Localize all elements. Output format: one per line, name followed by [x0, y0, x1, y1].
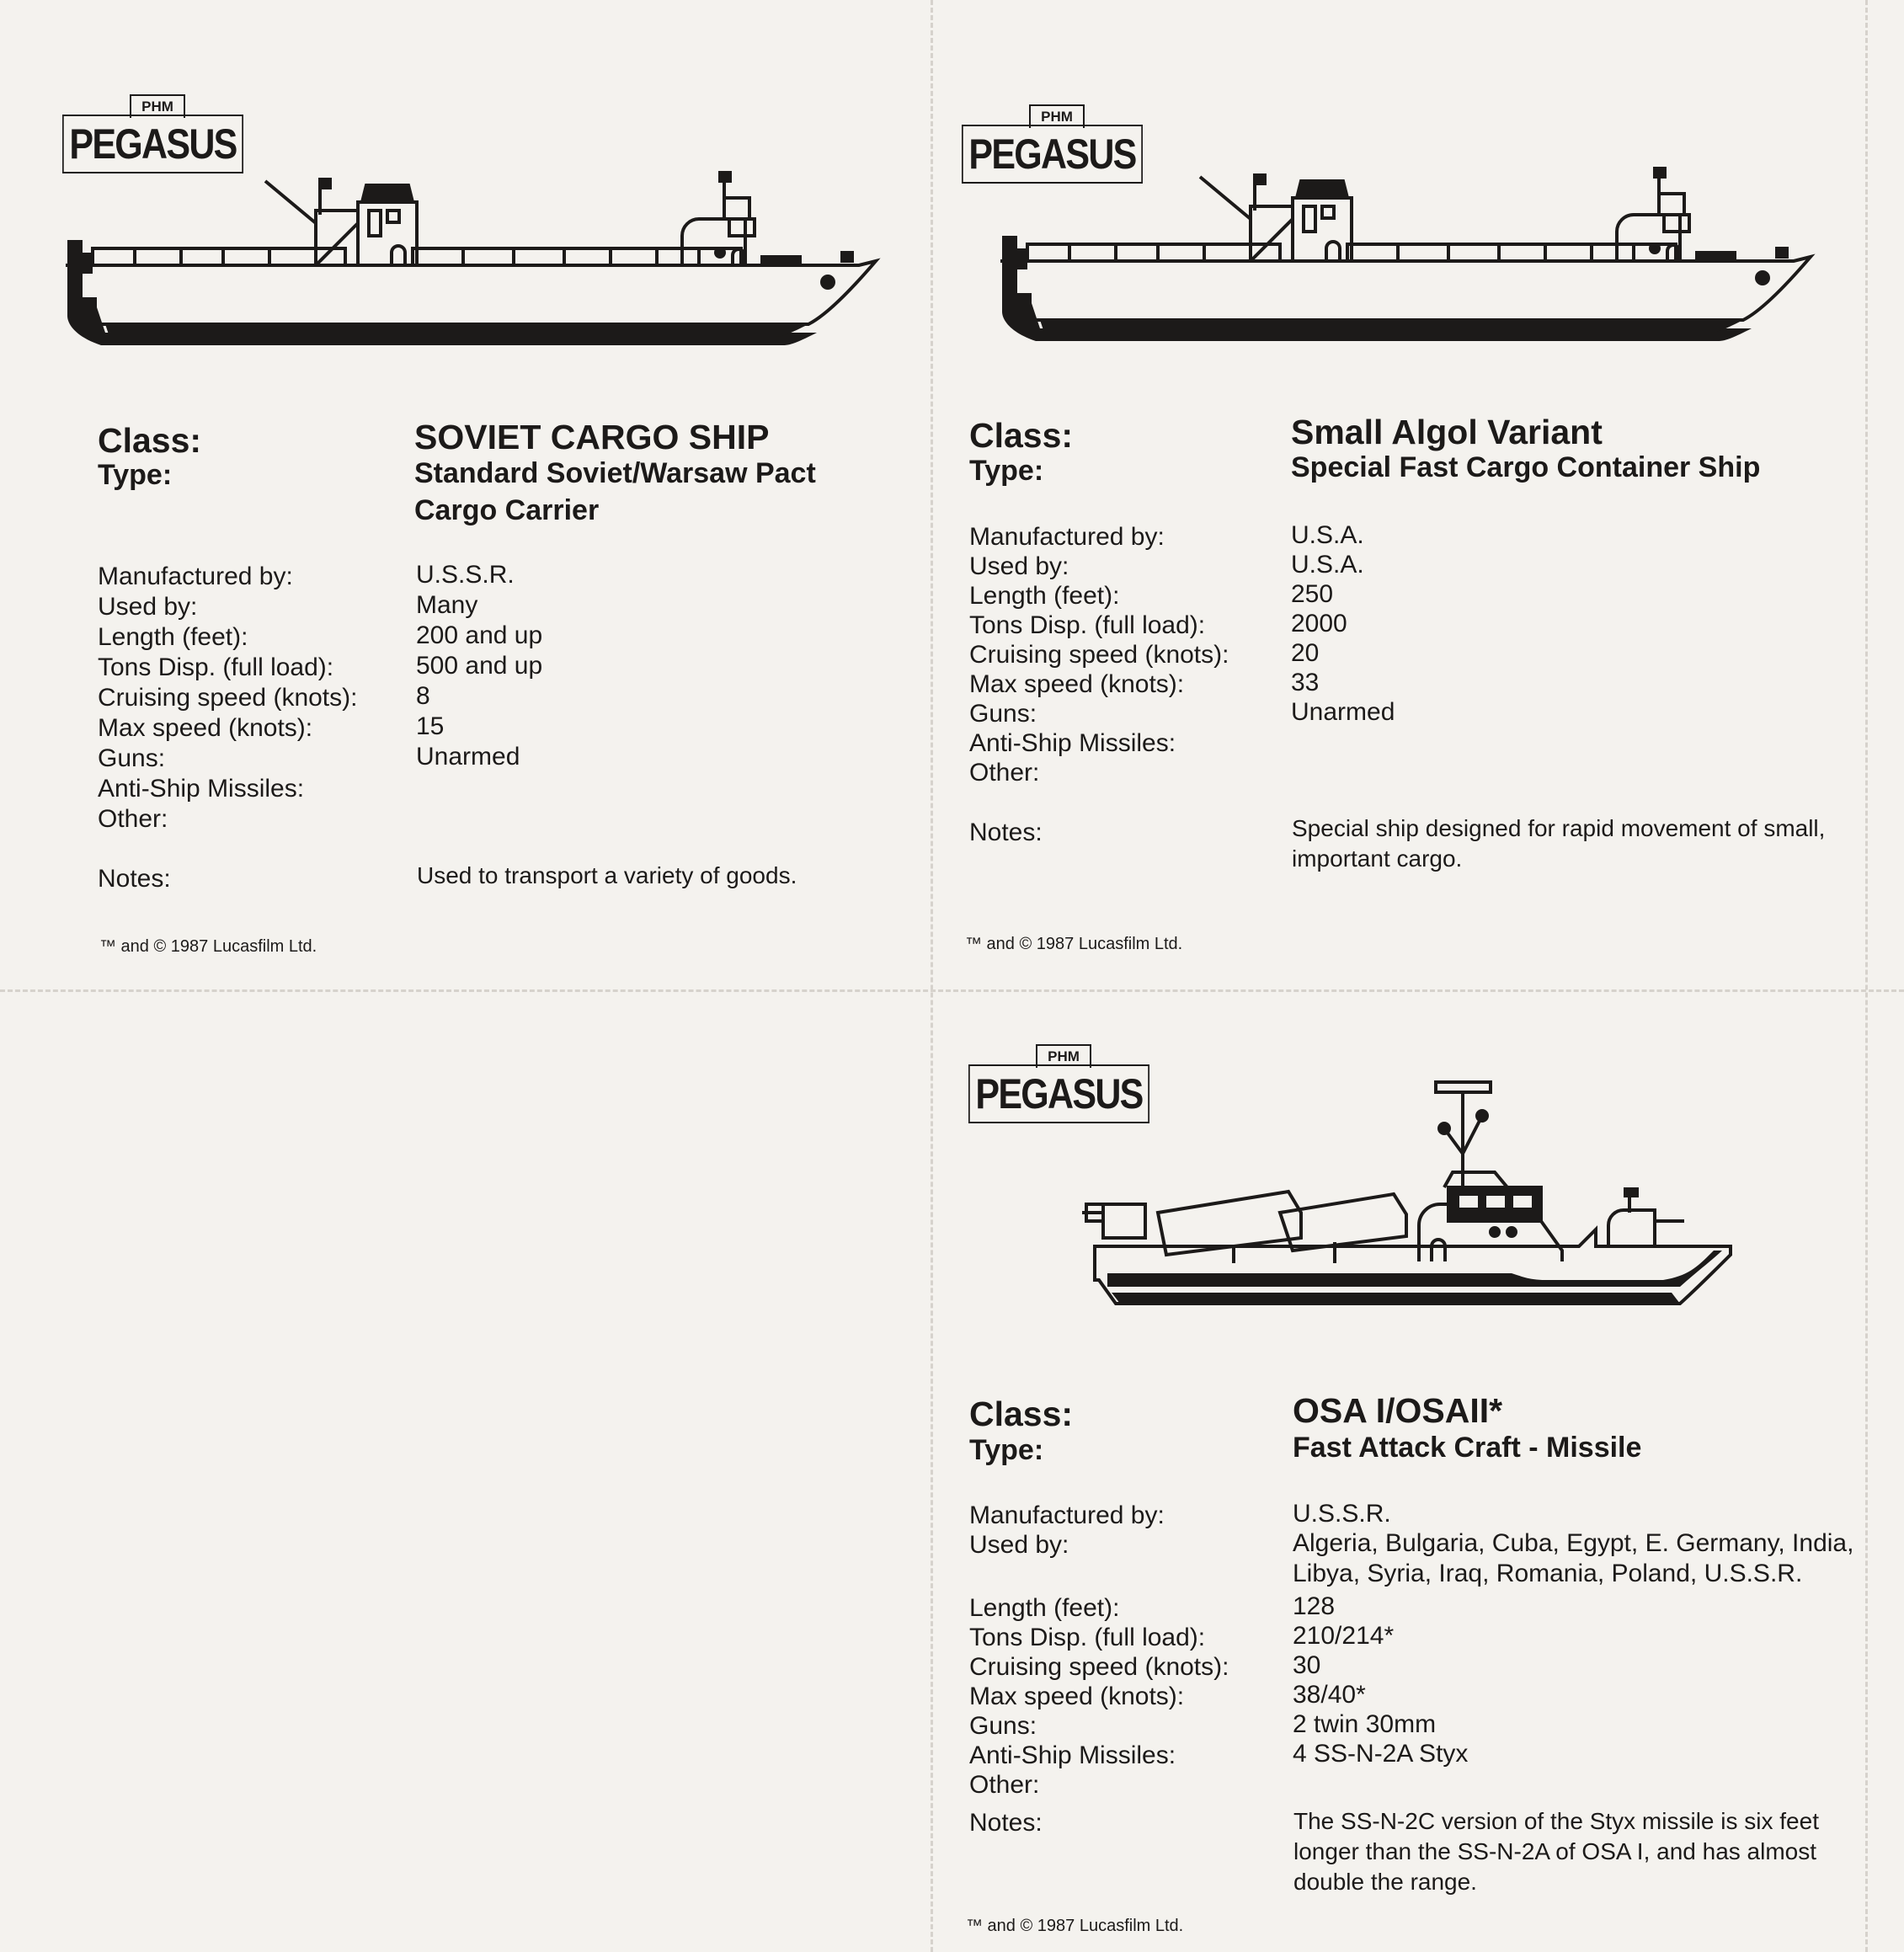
- guns-value: Unarmed: [1291, 698, 1395, 726]
- max-speed-value: 15: [416, 712, 445, 740]
- used-by-label: Used by:: [969, 552, 1069, 580]
- type-label: Type:: [969, 455, 1044, 487]
- used-by-value-line1: Algeria, Bulgaria, Cuba, Egypt, E. Germany, India,: [1293, 1529, 1854, 1557]
- guns-value: 2 twin 30mm: [1293, 1710, 1437, 1738]
- used-by-label: Used by:: [98, 593, 198, 621]
- cruise-value: 8: [416, 682, 430, 710]
- cut-line-vertical: [931, 0, 933, 1952]
- copyright: ™ and © 1987 Lucasfilm Ltd.: [966, 1917, 1184, 1935]
- length-value: 128: [1293, 1592, 1336, 1620]
- missiles-value: 4 SS-N-2A Styx: [1293, 1740, 1469, 1768]
- manufactured-by-label: Manufactured by:: [969, 523, 1165, 551]
- other-label: Other:: [969, 1771, 1040, 1799]
- max-speed-value: 33: [1291, 669, 1320, 696]
- notes-value: Used to transport a variety of goods.: [417, 862, 797, 888]
- max-speed-label: Max speed (knots):: [98, 714, 313, 742]
- type-value-line1: Standard Soviet/Warsaw Pact: [414, 457, 816, 489]
- max-speed-value: 38/40*: [1293, 1681, 1366, 1709]
- type-value-line1: Fast Attack Craft - Missile: [1293, 1432, 1642, 1464]
- class-value: SOVIET CARGO SHIP: [414, 418, 770, 456]
- cut-line-horizontal: [0, 989, 1904, 992]
- other-label: Other:: [969, 759, 1040, 787]
- copyright: ™ and © 1987 Lucasfilm Ltd.: [965, 935, 1183, 953]
- cut-line-right-edge: [1865, 0, 1868, 1952]
- logo-phm: PHM: [1029, 104, 1085, 128]
- class-label: Class:: [98, 421, 202, 460]
- tons-value: 500 and up: [416, 652, 543, 680]
- class-label: Class:: [969, 1395, 1074, 1433]
- type-value-line2: Cargo Carrier: [414, 494, 600, 526]
- cargo-ship-illustration: [59, 164, 893, 354]
- notes-value: The SS-N-2C version of the Styx missile is six feet longer than the SS-N-2A of OSA I, and has almost double the range.: [1293, 1808, 1819, 1895]
- manufactured-by-value: U.S.S.R.: [416, 561, 515, 589]
- tons-label: Tons Disp. (full load):: [969, 1624, 1206, 1651]
- cruise-value: 20: [1291, 639, 1320, 667]
- notes-label: Notes:: [969, 1809, 1043, 1837]
- other-label: Other:: [98, 805, 168, 833]
- manufactured-by-label: Manufactured by:: [98, 563, 293, 590]
- tons-value: 2000: [1291, 610, 1347, 637]
- logo-phm: PHM: [1036, 1044, 1091, 1068]
- type-label: Type:: [969, 1434, 1044, 1466]
- max-speed-label: Max speed (knots):: [969, 1683, 1185, 1710]
- used-by-value: Many: [416, 591, 478, 619]
- class-label: Class:: [969, 416, 1074, 455]
- max-speed-label: Max speed (knots):: [969, 670, 1185, 698]
- missiles-label: Anti-Ship Missiles:: [969, 729, 1176, 757]
- logo-pegasus: PEGASUS: [968, 1064, 1149, 1123]
- cruise-label: Cruising speed (knots):: [969, 1653, 1229, 1681]
- class-value: OSA I/OSAII*: [1293, 1391, 1503, 1430]
- guns-label: Guns:: [969, 700, 1037, 728]
- cruise-label: Cruising speed (knots):: [969, 641, 1229, 669]
- notes-value: Special ship designed for rapid movement of small, important cargo.: [1292, 815, 1826, 872]
- guns-value: Unarmed: [416, 743, 520, 771]
- manufactured-by-label: Manufactured by:: [969, 1501, 1165, 1529]
- logo-pegasus: PEGASUS: [962, 125, 1143, 184]
- tons-value: 210/214*: [1293, 1622, 1395, 1650]
- tons-label: Tons Disp. (full load):: [969, 611, 1206, 639]
- manufactured-by-value: U.S.A.: [1291, 521, 1364, 549]
- cargo-ship-illustration: [994, 160, 1827, 349]
- cruise-value: 30: [1293, 1651, 1321, 1679]
- length-label: Length (feet):: [969, 582, 1120, 610]
- missiles-label: Anti-Ship Missiles:: [969, 1741, 1176, 1769]
- cruise-label: Cruising speed (knots):: [98, 684, 358, 712]
- used-by-label: Used by:: [969, 1531, 1069, 1559]
- length-label: Length (feet):: [969, 1594, 1120, 1622]
- guns-label: Guns:: [98, 744, 166, 772]
- length-value: 200 and up: [416, 621, 543, 649]
- tons-label: Tons Disp. (full load):: [98, 653, 334, 681]
- used-by-value: U.S.A.: [1291, 551, 1364, 579]
- logo-pegasus: PEGASUS: [62, 115, 243, 173]
- notes-label: Notes:: [969, 819, 1043, 846]
- type-label: Type:: [98, 459, 173, 491]
- copyright: ™ and © 1987 Lucasfilm Ltd.: [99, 937, 317, 956]
- type-value-line1: Special Fast Cargo Container Ship: [1291, 451, 1761, 483]
- missile-boat-illustration: [1074, 1078, 1739, 1331]
- manufactured-by-value: U.S.S.R.: [1293, 1500, 1391, 1528]
- guns-label: Guns:: [969, 1712, 1037, 1740]
- notes-label: Notes:: [98, 865, 171, 893]
- missiles-label: Anti-Ship Missiles:: [98, 775, 305, 803]
- class-value: Small Algol Variant: [1291, 413, 1603, 451]
- used-by-value-line2: Libya, Syria, Iraq, Romania, Poland, U.S.S.R.: [1293, 1560, 1803, 1587]
- length-label: Length (feet):: [98, 623, 248, 651]
- length-value: 250: [1291, 580, 1334, 608]
- logo-phm: PHM: [130, 94, 185, 118]
